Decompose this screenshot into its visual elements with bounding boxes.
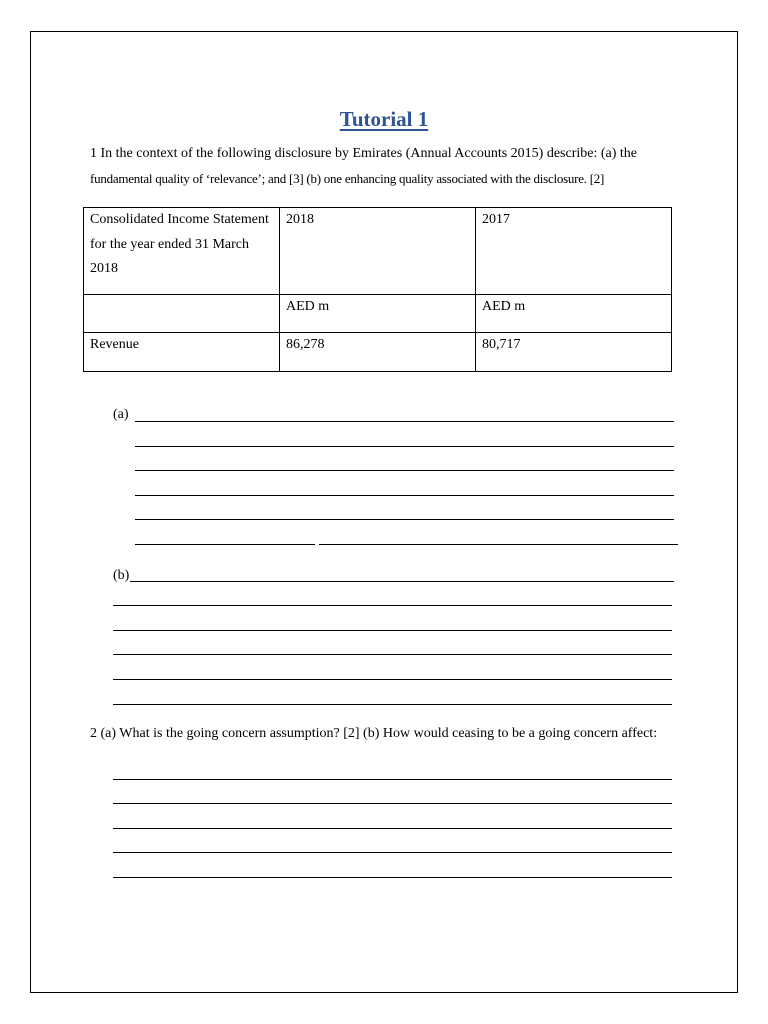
table-row	[84, 333, 672, 372]
statement-title-cell: Consolidated Income Statement for the year ended 31 March 2018	[84, 208, 280, 295]
question-1-line-2: fundamental quality of ‘relevance’; and [3] (b) one enhancing quality associated with the disclosure. [2]	[90, 170, 605, 186]
table-row	[84, 295, 672, 333]
answer-line[interactable]	[113, 679, 672, 680]
income-statement-table	[83, 207, 672, 372]
unit-2017-cell: AED m	[476, 295, 672, 333]
answer-line[interactable]	[135, 421, 674, 422]
answer-line[interactable]	[113, 852, 672, 853]
page-title: Tutorial 1	[339, 107, 429, 131]
answer-line[interactable]	[135, 470, 674, 471]
revenue-2018-cell: 86,278	[280, 333, 476, 372]
answer-line[interactable]	[113, 630, 672, 631]
answer-line[interactable]	[135, 495, 674, 496]
revenue-label-cell: Revenue	[84, 333, 280, 372]
answer-a-label: (a)	[113, 407, 129, 422]
answer-line[interactable]	[319, 544, 678, 545]
answer-line[interactable]	[113, 877, 672, 878]
answer-line[interactable]	[113, 779, 672, 780]
answer-line[interactable]	[113, 828, 672, 829]
question-1	[90, 142, 680, 191]
answer-line[interactable]	[113, 704, 672, 705]
answer-line[interactable]	[135, 446, 674, 447]
answer-line[interactable]	[135, 519, 674, 520]
answer-line[interactable]	[113, 654, 672, 655]
answer-line[interactable]	[130, 581, 674, 582]
answer-b-label: (b)	[113, 568, 130, 583]
unit-2018-cell: AED m	[280, 295, 476, 333]
question-1-line-1: 1 In the context of the following disclosure by Emirates (Annual Accounts 2015) describe: (a) the	[90, 146, 638, 161]
table-row	[84, 208, 672, 295]
year-2018-header: 2018	[280, 208, 476, 295]
answer-line[interactable]	[135, 544, 315, 545]
answer-line[interactable]	[113, 803, 672, 804]
question-2: 2 (a) What is the going concern assumption? [2] (b) How would ceasing to be a going concern affect:	[90, 726, 658, 741]
year-2017-header: 2017	[476, 208, 672, 295]
revenue-2017-cell: 80,717	[476, 333, 672, 372]
answer-line[interactable]	[113, 605, 672, 606]
empty-cell	[84, 295, 280, 333]
